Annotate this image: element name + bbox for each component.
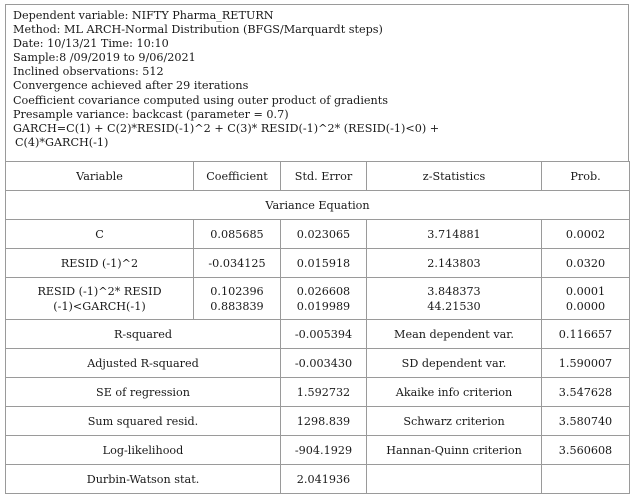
header-line: C(4)*GARCH(-1) (15, 135, 109, 149)
column-header-coefficient: Coefficient (194, 162, 281, 191)
header-line: Coefficient covariance computed using outer product of gradients (13, 93, 388, 107)
stat-label: Sum squared resid. (6, 407, 281, 436)
variable-cell: C (6, 220, 194, 249)
variable-line: (-1)<GARCH(-1) (53, 299, 146, 313)
stat-value-2: 1.590007 (542, 349, 630, 378)
header-line: Convergence achieved after 29 iterations (13, 79, 249, 93)
coefficient-line: 0.102396 (210, 284, 264, 298)
z-stat-cell (367, 278, 542, 320)
header-line: Method: ML ARCH-Normal Distribution (BFGS/Marquardt steps) (13, 23, 383, 37)
coefficient-line: 0.883839 (210, 299, 264, 313)
stat-label-2: Hannan-Quinn criterion (367, 436, 542, 465)
std-error-line: 0.026608 (296, 284, 351, 298)
column-header-variable: Variable (6, 162, 194, 191)
stat-row (6, 349, 630, 378)
stat-value: 1.592732 (281, 378, 367, 407)
stat-label: Durbin-Watson stat. (6, 465, 281, 494)
std-error-cell: 0.023065 (281, 220, 367, 249)
table-row (6, 220, 630, 249)
stat-value: -0.003430 (281, 349, 367, 378)
stat-value-2: 3.547628 (542, 378, 630, 407)
header-line: Presample variance: backcast (parameter = 0.7) (13, 107, 289, 121)
stat-label-2: Akaike info criterion (367, 378, 542, 407)
stat-row (6, 436, 630, 465)
regression-output (5, 4, 629, 494)
stat-row (6, 465, 630, 494)
stat-label: SE of regression (6, 378, 281, 407)
prob-cell: 0.0002 (542, 220, 630, 249)
stat-value: -904.1929 (281, 436, 367, 465)
stat-label-2: Schwarz criterion (367, 407, 542, 436)
coefficient-table (5, 161, 630, 494)
column-header-z-stat: z-Statistics (367, 162, 542, 191)
stat-label-2: SD dependent var. (367, 349, 542, 378)
header-line: Dependent variable: NIFTY Pharma_RETURN (13, 9, 274, 22)
table-header-row (6, 162, 630, 191)
z-stat-cell: 3.714881 (367, 220, 542, 249)
coefficient-cell: -0.034125 (194, 249, 281, 278)
stat-label-2: Mean dependent var. (367, 320, 542, 349)
header-line: Date: 10/13/21 Time: 10:10 (13, 37, 169, 51)
variable-cell (6, 278, 194, 320)
prob-cell (542, 278, 630, 320)
stat-label: Log-likelihood (6, 436, 281, 465)
std-error-line: 0.019989 (296, 299, 351, 313)
variable-line: RESID (-1)^2* RESID (37, 284, 162, 298)
prob-line: 0.0000 (565, 299, 606, 313)
column-header-std-error: Std. Error (281, 162, 367, 191)
stat-row (6, 320, 630, 349)
column-header-prob: Prob. (542, 162, 630, 191)
prob-line: 0.0001 (565, 284, 606, 298)
variable-cell: RESID (-1)^2 (6, 249, 194, 278)
stat-value-2: 3.580740 (542, 407, 630, 436)
stat-label: Adjusted R-squared (6, 349, 281, 378)
stat-value: 1298.839 (281, 407, 367, 436)
std-error-cell: 0.015918 (281, 249, 367, 278)
z-stat-line: 44.21530 (427, 299, 481, 313)
stat-label: R-squared (6, 320, 281, 349)
coefficient-cell (194, 278, 281, 320)
header-line: Sample:8 /09/2019 to 9/06/2021 (13, 51, 196, 65)
stat-value-2 (542, 465, 630, 494)
stat-value: 2.041936 (281, 465, 367, 494)
stat-value: -0.005394 (281, 320, 367, 349)
std-error-cell (281, 278, 367, 320)
table-row (6, 249, 630, 278)
stat-value-2: 0.116657 (542, 320, 630, 349)
stat-row (6, 378, 630, 407)
z-stat-line: 3.848373 (427, 284, 481, 298)
stat-value-2: 3.560608 (542, 436, 630, 465)
stat-row (6, 407, 630, 436)
header-line: Inclined observations: 512 (13, 65, 164, 79)
prob-cell: 0.0320 (542, 249, 630, 278)
section-row (6, 191, 630, 220)
stat-label-2 (367, 465, 542, 494)
z-stat-cell: 2.143803 (367, 249, 542, 278)
section-label: Variance Equation (6, 191, 630, 220)
header-line: GARCH=C(1) + C(2)*RESID(-1)^2 + C(3)* RESID(-1)^2* (RESID(-1)<0) + (13, 121, 440, 135)
coefficient-cell: 0.085685 (194, 220, 281, 249)
estimation-header (5, 4, 629, 161)
table-row-combined (6, 278, 630, 320)
